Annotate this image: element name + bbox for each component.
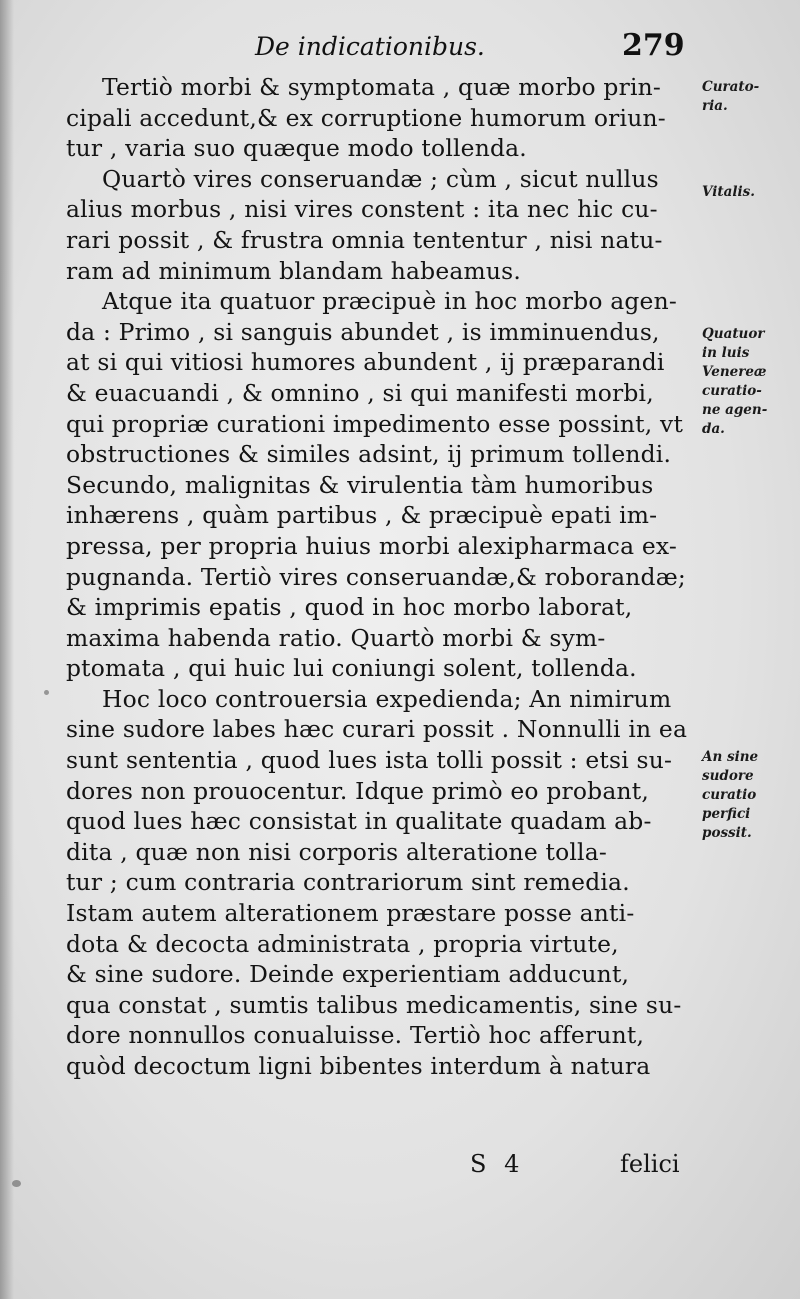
text-line: & imprimis epatis , quod in hoc morbo laborat, [66, 593, 633, 622]
marginal-note-line: Venereæ [702, 364, 767, 380]
text-line: maxima habenda ratio. Quartò morbi & sym- [66, 623, 606, 652]
marginal-note-line: sudore [702, 768, 754, 784]
text-line: quod lues hæc consistat in qualitate quadam ab- [66, 807, 652, 836]
gutter-shadow [0, 0, 14, 1299]
text-line: qua constat , sumtis talibus medicamentis, sine su- [66, 990, 682, 1019]
text-line: ptomata , qui huic lui coniungi solent, tollenda. [66, 654, 637, 683]
text-line: pugnanda. Tertiò vires conseruandæ,& roborandæ; [66, 562, 686, 591]
text-line: sunt sententia , quod lues ista tolli possit : etsi su- [66, 746, 673, 775]
text-line: Hoc loco controuersia expedienda; An nimirum [102, 684, 672, 713]
text-line: qui propriæ curationi impedimento esse possint, vt [66, 409, 684, 438]
text-line: Istam autem alterationem præstare posse anti- [66, 899, 635, 928]
marginal-note-line: Curato- [702, 79, 760, 95]
text-line: da : Primo , si sanguis abundet , is imminuendus, [66, 317, 660, 346]
text-line: ram ad minimum blandam habeamus. [66, 256, 522, 285]
catchword: felici [620, 1150, 680, 1178]
text-line: Tertiò morbi & symptomata , quæ morbo prin- [102, 73, 662, 101]
text-line: Secundo, malignitas & virulentia tàm humoribus [66, 470, 654, 499]
marginal-note-line: da. [702, 421, 725, 437]
marginal-note-line: An sine [702, 749, 759, 765]
text-line: quòd decoctum ligni bibentes interdum à natura [66, 1052, 651, 1080]
signature-mark: S 4 [470, 1150, 520, 1178]
marginal-note-line: curatio- [702, 383, 762, 399]
marginal-note-line: possit. [702, 825, 752, 841]
text-line: cipali accedunt,& ex corruptione humorum oriun- [66, 103, 666, 132]
text-line: tur ; cum contraria contrariorum sint remedia. [66, 868, 630, 897]
text-line: rari possit , & frustra omnia tententur , nisi natu- [66, 225, 663, 254]
text-line: & euacuandi , & omnino , si qui manifesti morbi, [66, 378, 654, 407]
text-line: Quartò vires conseruandæ ; cùm , sicut nullus [102, 164, 659, 193]
text-line: dores non prouocentur. Idque primò eo probant, [66, 776, 649, 805]
text-line: dore nonnullos conualuisse. Tertiò hoc afferunt, [66, 1021, 645, 1050]
running-head: De indicationibus. [255, 32, 485, 61]
text-line: tur , varia suo quæque modo tollenda. [66, 134, 527, 163]
marginal-note-line: ria. [702, 98, 728, 114]
ink-spot [44, 690, 49, 695]
text-line: sine sudore labes hæc curari possit . Nonnulli in ea [66, 715, 688, 744]
text-line: at si qui vitiosi humores abundent , ij præparandi [66, 348, 665, 377]
page-number: 279 [622, 28, 685, 63]
marginal-note-line: in luis [702, 345, 750, 361]
text-line: & sine sudore. Deinde experientiam adducunt, [66, 960, 630, 989]
marginal-note-line: perfici [702, 806, 751, 822]
body-text [66, 72, 691, 1082]
text-line: inhærens , quàm partibus , & præcipuè epati im- [66, 501, 658, 530]
text-line: pressa, per propria huius morbi alexipharmaca ex- [66, 531, 677, 560]
marginal-note-line: Quatuor [702, 326, 765, 342]
text-line: dota & decocta administrata , propria virtute, [66, 929, 619, 958]
text-line: Atque ita quatuor præcipuè in hoc morbo agen- [102, 287, 677, 316]
marginal-note-line: ne agen- [702, 402, 768, 418]
marginal-note-vitalis [702, 183, 798, 202]
bleed-through-shadow [235, 1150, 385, 1176]
text-line: obstructiones & similes adsint, ij primum tollendi. [66, 440, 672, 469]
text-line: alius morbus , nisi vires constent : ita nec hic cu- [66, 195, 658, 224]
ink-spot [12, 1180, 21, 1187]
text-line: dita , quæ non nisi corporis alteratione tolla- [66, 837, 607, 866]
marginal-note-curatoria [702, 78, 798, 116]
marginal-note-line: curatio [702, 787, 757, 803]
marginal-note-an-sine-sudore [702, 748, 798, 843]
marginal-note-line: Vitalis. [702, 184, 755, 200]
marginal-note-quatuor [702, 325, 798, 439]
